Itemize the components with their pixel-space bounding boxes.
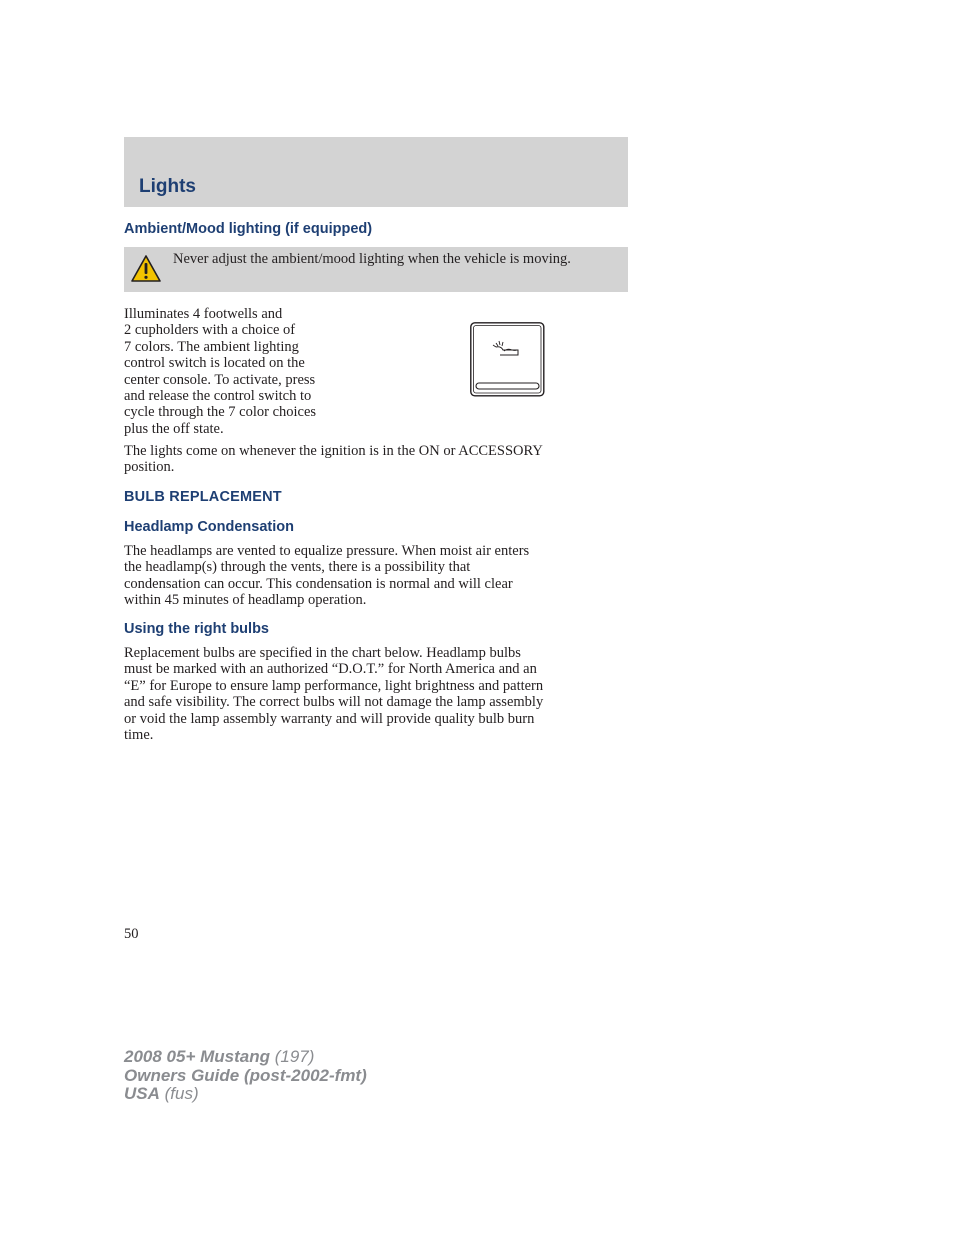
text-line: center console. To activate, press bbox=[124, 371, 316, 388]
warning-box bbox=[124, 247, 628, 292]
text-line: must be marked with an authorized “D.O.T.” for North America and an bbox=[124, 661, 537, 678]
footer-market-code: (fus) bbox=[164, 1084, 199, 1103]
warning-triangle-icon bbox=[130, 254, 162, 288]
right-bulbs-paragraph bbox=[124, 645, 634, 743]
warning-text: Never adjust the ambient/mood lighting when the vehicle is moving. bbox=[173, 251, 571, 267]
condensation-paragraph bbox=[124, 543, 628, 609]
text-line: within 45 minutes of headlamp operation. bbox=[124, 592, 367, 609]
ambient-lighting-heading: Ambient/Mood lighting (if equipped) bbox=[124, 221, 373, 237]
section-title: Lights bbox=[139, 176, 196, 197]
text-line: condensation can occur. This condensation is normal and will clear bbox=[124, 575, 513, 592]
text-line: “E” for Europe to ensure lamp performance, light brightness and pattern bbox=[124, 677, 544, 694]
footer-model-code: (197) bbox=[274, 1047, 315, 1066]
ambient-lighting-switch-icon bbox=[470, 322, 546, 402]
text-line: control switch is located on the bbox=[124, 355, 305, 372]
text-line: 7 colors. The ambient lighting bbox=[124, 338, 299, 355]
text-line: 2 cupholders with a choice of bbox=[124, 322, 296, 339]
text-line: cycle through the 7 color choices bbox=[124, 404, 317, 421]
section-header-band bbox=[124, 137, 628, 207]
text-line: The lights come on whenever the ignition is in the ON or ACCESSORY bbox=[124, 443, 543, 459]
text-line: the headlamp(s) through the vents, there is a possibility that bbox=[124, 559, 471, 576]
footer-model: 2008 05+ Mustang bbox=[124, 1047, 270, 1066]
bulb-replacement-heading: BULB REPLACEMENT bbox=[124, 489, 282, 505]
ambient-description bbox=[124, 306, 364, 437]
text-line: position. bbox=[124, 459, 175, 476]
text-line: plus the off state. bbox=[124, 420, 224, 437]
document-footer bbox=[124, 1048, 367, 1104]
footer-guide: Owners Guide (post-2002-fmt) bbox=[124, 1065, 367, 1085]
text-line: Illuminates 4 footwells and bbox=[124, 306, 283, 322]
text-line: and safe visibility. The correct bulbs will not damage the lamp assembly bbox=[124, 694, 544, 711]
text-line: The headlamps are vented to equalize pressure. When moist air enters bbox=[124, 543, 530, 559]
text-line: and release the control switch to bbox=[124, 388, 312, 405]
footer-line-3 bbox=[124, 1085, 367, 1104]
right-bulbs-heading: Using the right bulbs bbox=[124, 621, 269, 637]
footer-line-1 bbox=[124, 1048, 367, 1067]
footer-line-2 bbox=[124, 1067, 367, 1086]
ignition-note bbox=[124, 443, 628, 476]
text-line: or void the lamp assembly warranty and will provide quality bulb burn bbox=[124, 710, 535, 727]
footer-market: USA bbox=[124, 1084, 160, 1103]
text-line: Replacement bulbs are specified in the chart below. Headlamp bulbs bbox=[124, 645, 521, 661]
headlamp-condensation-heading: Headlamp Condensation bbox=[124, 519, 294, 535]
text-line: time. bbox=[124, 727, 154, 744]
page-number: 50 bbox=[124, 926, 139, 942]
